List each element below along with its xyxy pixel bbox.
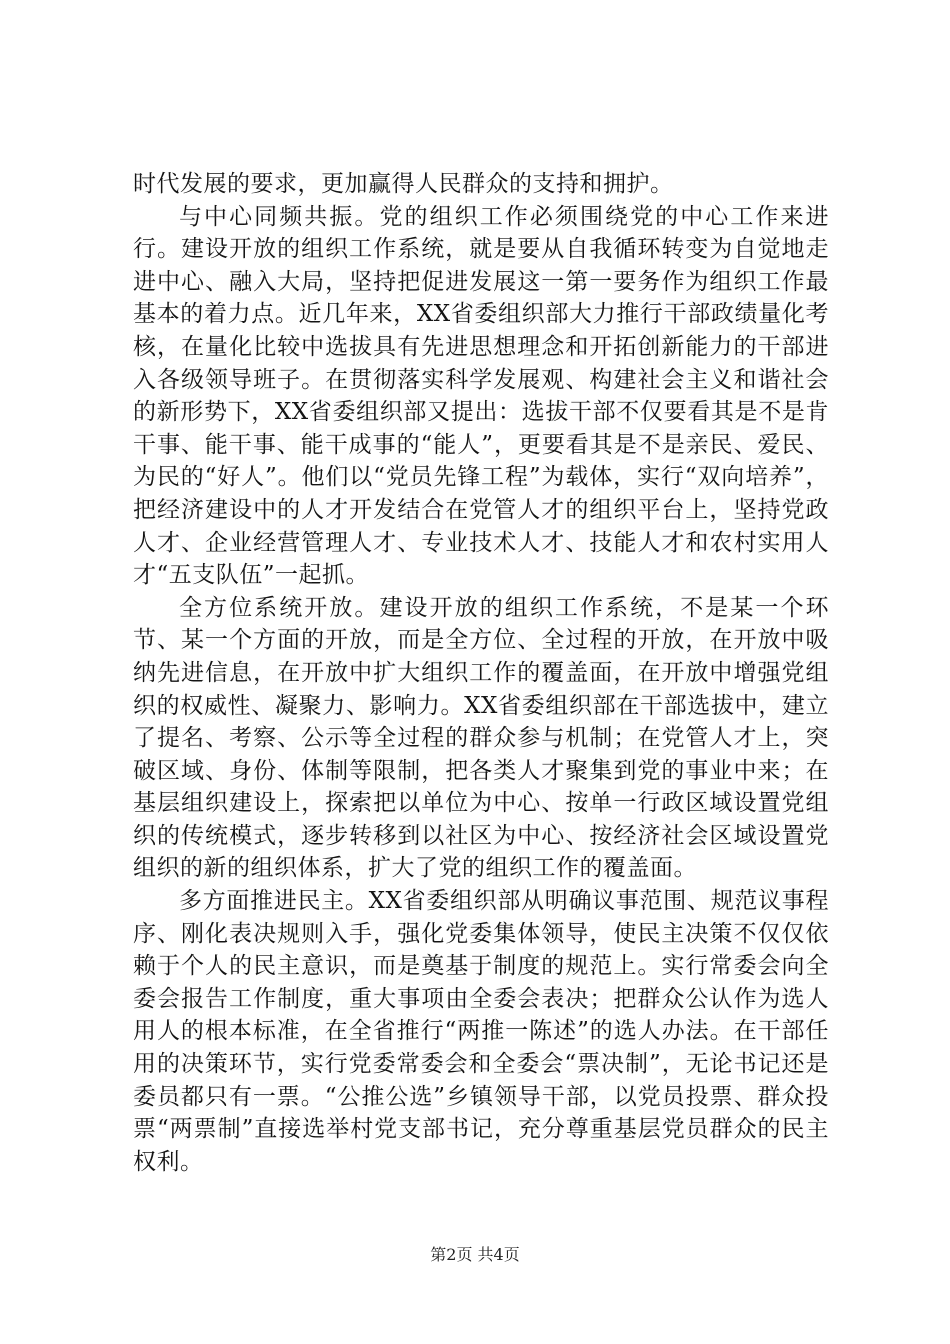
page-number: 第2页 共4页 (430, 1245, 520, 1264)
paragraph-democracy: 多方面推进民主。XX省委组织部从明确议事范围、规范议事程序、刚化表决规则入手，强化党委集体领导，使民主决策不仅仅依赖于个人的民主意识，而是奠基于制度的规范上。实行常委会向全委会报告工作制度，重大事项由全委会表决；把群众公认作为选人用人的根本标准，在全省推行“两推一陈述”的选人办法。在干部任用的决策环节，实行党委常委会和全委会“票决制”，无论书记还是委员都只有一票。“公推公选”乡镇领导干部，以党员投票、群众投票“两票制”直接选举村党支部书记，充分尊重基层党员群众的民主权利。 (133, 888, 829, 1175)
paragraph-system-opening: 全方位系统开放。建设开放的组织工作系统，不是某一个环节、某一个方面的开放，而是全方位、全过程的开放，在开放中吸纳先进信息，在开放中扩大组织工作的覆盖面，在开放中增强党组织的权威性、凝聚力、影响力。XX省委组织部在干部选拔中，建立了提名、考察、公示等全过程的群众参与机制；在党管人才上，突破区域、身份、体制等限制，把各类人才聚集到党的事业中来；在基层组织建设上，探索把以单位为中心、按单一行政区域设置党组织的传统模式，逐步转移到以社区为中心、按经济社会区域设置党组织的新的组织体系，扩大了党的组织工作的覆盖面。 (133, 594, 829, 882)
document-body (133, 168, 829, 1178)
paragraph-central-work: 与中心同频共振。党的组织工作必须围绕党的中心工作来进行。建设开放的组织工作系统，就是要从自我循环转变为自觉地走进中心、融入大局，坚持把促进发展这一第一要务作为组织工作最基本的着力点。近几年来，XX省委组织部大力推行干部政绩量化考核，在量化比较中选拔具有先进思想理念和开拓创新能力的干部进入各级领导班子。在贯彻落实科学发展观、构建社会主义和谐社会的新形势下，XX省委组织部又提出：选拔干部不仅要看其是不是肯干事、能干事、能干成事的“能人”，更要看其是不是亲民、爱民、为民的“好人”。他们以“党员先锋工程”为载体，实行“双向培养”，把经济建设中的人才开发结合在党管人才的组织平台上，坚持党政人才、企业经营管理人才、专业技术人才、技能人才和农村实用人才“五支队伍”一起抓。 (133, 203, 829, 589)
paragraph-continuation: 时代发展的要求，更加赢得人民群众的支持和拥护。 (133, 171, 674, 197)
